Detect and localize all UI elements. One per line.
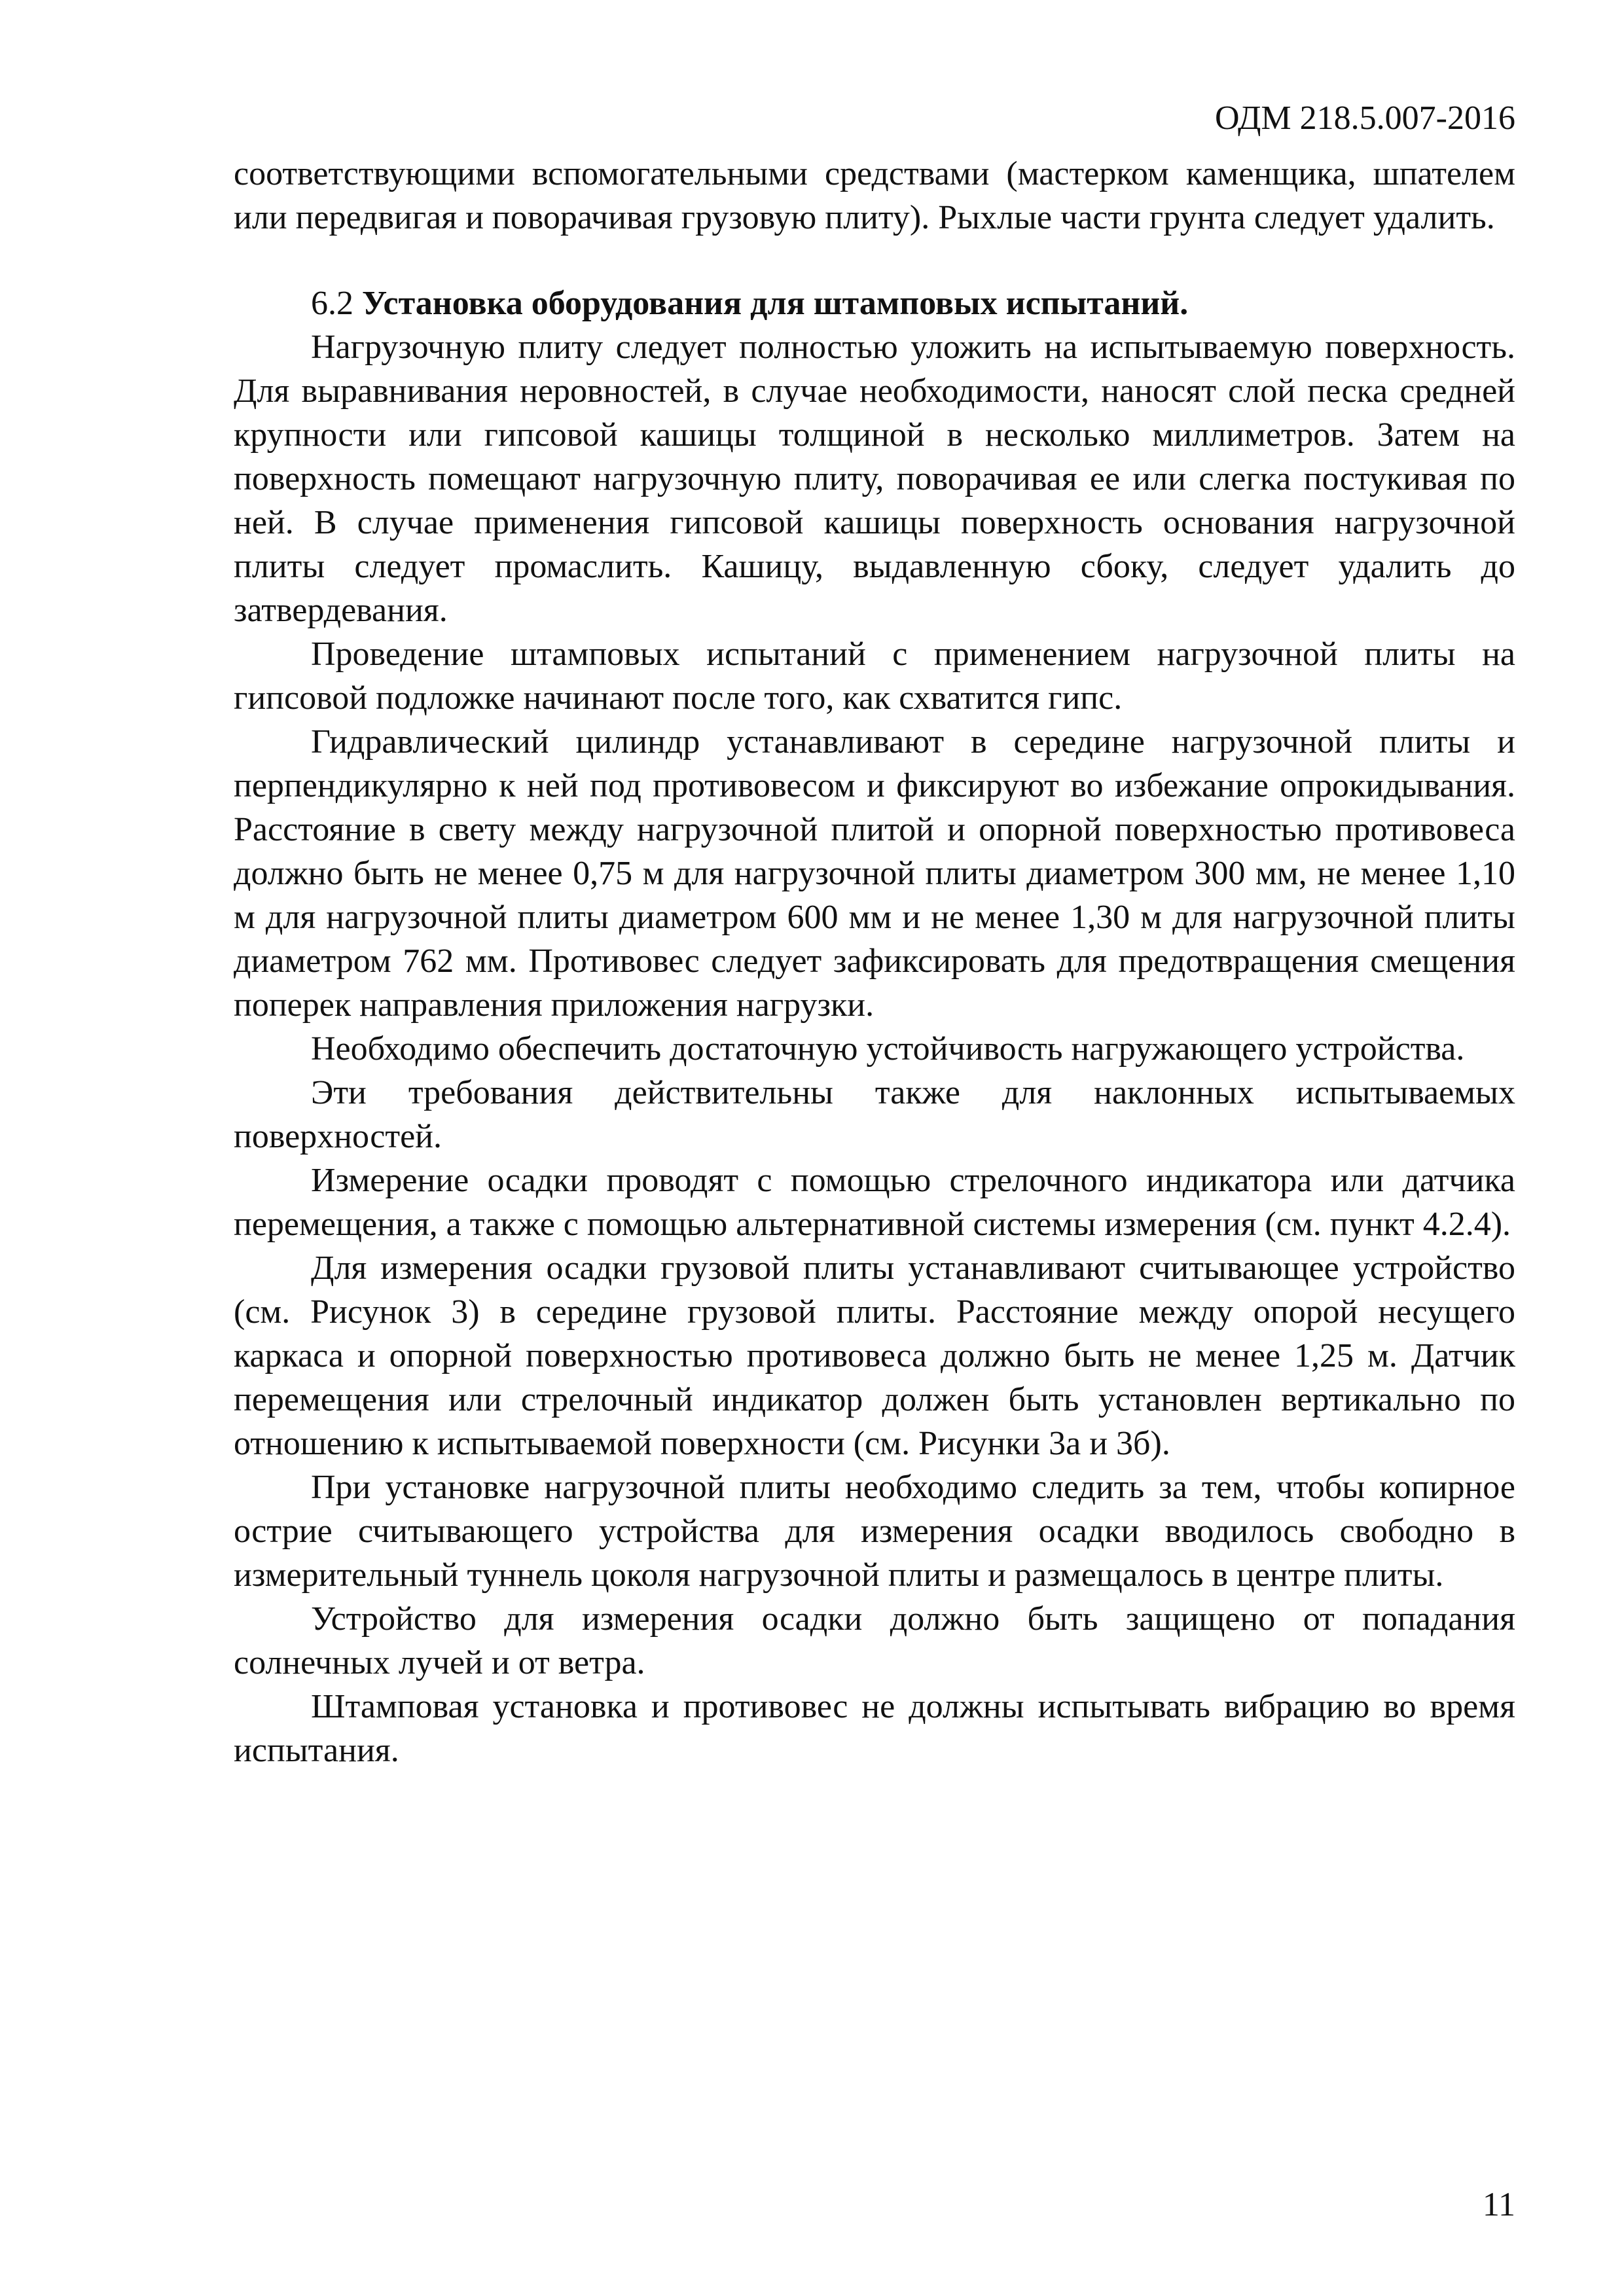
document-body <box>234 152 1515 1772</box>
paragraph: При установке нагрузочной плиты необходимо следить за тем, чтобы копирное острие считывающего устройства для измерения осадки вводилось свободно в измерительный туннель цоколя нагрузочной плиты и размещалось в центре плиты. <box>234 1469 1515 1594</box>
paragraph: Штамповая установка и противовес не должны испытывать вибрацию во время испытания. <box>234 1688 1515 1769</box>
section-title: Установка оборудования для штамповых испытаний. <box>362 285 1189 322</box>
section-heading <box>234 281 1515 325</box>
page-number: 11 <box>1482 2186 1515 2223</box>
paragraph: Гидравлический цилиндр устанавливают в середине нагрузочной плиты и перпендикулярно к ней под противовесом и фиксируют во избежание опрокидывания. Расстояние в свету между нагрузочной плитой и опорной поверхностью противовеса должно быть не менее 0,75 м для нагрузочной плиты диаметром 300 мм, не менее 1,10 м для нагрузочной плиты диаметром 600 мм и не менее 1,30 м для нагрузочной плиты диаметром 762 мм. Противовес следует зафиксировать для предотвращения смещения поперек направления приложения нагрузки. <box>234 723 1515 1024</box>
paragraph: Необходимо обеспечить достаточную устойчивость нагружающего устройства. <box>311 1030 1465 1067</box>
paragraph: Эти требования действительны также для наклонных испытываемых поверхностей. <box>234 1074 1515 1155</box>
paragraph: Нагрузочную плиту следует полностью уложить на испытываемую поверхность. Для выравнивания неровностей, в случае необходимости, наносят слой песка средней крупности или гипсовой кашицы толщиной в несколько миллиметров. Затем на поверхность помещают нагрузочную плиту, поворачивая ее или слегка постукивая по ней. В случае применения гипсовой кашицы поверхность основания нагрузочной плиты следует промаслить. Кашицу, выдавленную сбоку, следует удалить до затвердевания. <box>234 329 1515 629</box>
document-code: ОДМ 218.5.007-2016 <box>1215 99 1515 137</box>
paragraph: Проведение штамповых испытаний с применением нагрузочной плиты на гипсовой подложке начинают после того, как схватится гипс. <box>234 636 1515 717</box>
paragraph: Для измерения осадки грузовой плиты устанавливают считывающее устройство (см. Рисунок 3) в середине грузовой плиты. Расстояние между опорой несущего каркаса и опорной поверхностью противовеса должно быть не менее 1,25 м. Датчик перемещения или стрелочный индикатор должен быть установлен вертикально по отношению к испытываемой поверхности (см. Рисунки 3а и 3б). <box>234 1249 1515 1462</box>
paragraph: Устройство для измерения осадки должно быть защищено от попадания солнечных лучей и от ветра. <box>234 1600 1515 1681</box>
section-number: 6.2 <box>311 285 353 322</box>
paragraph: Измерение осадки проводят с помощью стрелочного индикатора или датчика перемещения, а также с помощью альтернативной системы измерения (см. пункт 4.2.4). <box>234 1162 1515 1243</box>
paragraph-continuation: соответствующими вспомогательными средствами (мастерком каменщика, шпателем или передвигая и поворачивая грузовую плиту). Рыхлые части грунта следует удалить. <box>234 155 1515 236</box>
